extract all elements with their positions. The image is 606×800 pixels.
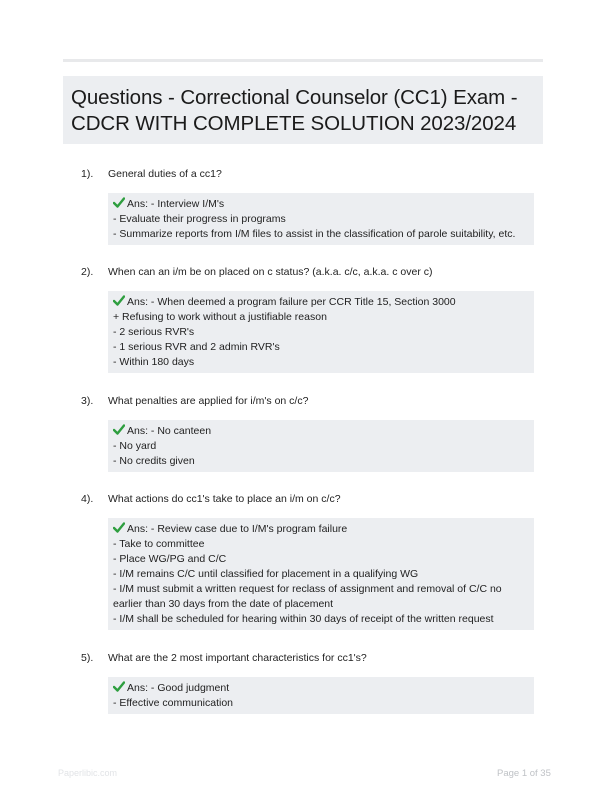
title-banner xyxy=(63,76,543,144)
answer-text: + Refusing to work without a justifiable reason xyxy=(113,311,327,323)
answer-line xyxy=(113,696,528,711)
answer-line xyxy=(113,597,528,612)
answer-line xyxy=(113,340,528,355)
answer-line xyxy=(113,197,528,212)
answer-line xyxy=(113,310,528,325)
answer-line xyxy=(113,522,528,537)
answer-text: - 1 serious RVR and 2 admin RVR's xyxy=(113,341,280,353)
answer-text: - Place WG/PG and C/C xyxy=(113,553,227,565)
answer-line xyxy=(113,325,528,340)
answer-text: - I/M remains C/C until classified for placement in a qualifying WG xyxy=(113,568,419,580)
answer-box xyxy=(108,518,534,630)
answer-box xyxy=(108,193,534,245)
answer-line xyxy=(113,567,528,582)
page-title: Questions - Correctional Counselor (CC1) Exam - CDCR WITH COMPLETE SOLUTION 2023/2024 xyxy=(71,86,518,135)
answer-line xyxy=(113,295,528,310)
answer-text: Ans: - When deemed a program failure per CCR Title 15, Section 3000 xyxy=(127,296,456,308)
check-icon xyxy=(113,295,125,306)
question-text: What actions do cc1's take to place an i/m on c/c? xyxy=(108,493,341,505)
answer-text: - Evaluate their progress in programs xyxy=(113,213,286,225)
answer-line xyxy=(113,582,528,597)
question-number: 2). xyxy=(81,266,94,278)
question-number: 3). xyxy=(81,395,94,407)
answer-line xyxy=(113,681,528,696)
answer-text: Ans: - No canteen xyxy=(127,425,212,437)
answer-line xyxy=(113,454,528,469)
answer-line xyxy=(113,439,528,454)
question-number: 4). xyxy=(81,493,94,505)
check-icon xyxy=(113,197,125,208)
answer-text: - Summarize reports from I/M files to assist in the classification of parole suitability, etc. xyxy=(113,228,516,240)
question-text: General duties of a cc1? xyxy=(108,168,222,180)
check-icon xyxy=(113,424,125,435)
answer-text: - No yard xyxy=(113,440,157,452)
answer-line xyxy=(113,612,528,627)
answer-box xyxy=(108,677,534,714)
top-divider xyxy=(63,59,543,62)
check-icon xyxy=(113,681,125,692)
answer-line xyxy=(113,227,528,242)
question-number: 5). xyxy=(81,652,94,664)
answer-text: Ans: - Good judgment xyxy=(127,682,230,694)
answer-text: earlier than 30 days from the date of placement xyxy=(113,598,334,610)
question-text: What are the 2 most important characteristics for cc1's? xyxy=(108,652,367,664)
answer-line xyxy=(113,355,528,370)
answer-line xyxy=(113,424,528,439)
answer-text: - Take to committee xyxy=(113,538,205,550)
question-number: 1). xyxy=(81,168,94,180)
answer-text: - No credits given xyxy=(113,455,195,467)
answer-text: - 2 serious RVR's xyxy=(113,326,195,338)
answer-text: - Effective communication xyxy=(113,697,234,709)
answer-box xyxy=(108,291,534,373)
question-text: What penalties are applied for i/m's on c/c? xyxy=(108,395,309,407)
answer-line xyxy=(113,537,528,552)
answer-box xyxy=(108,420,534,472)
answer-text: - Within 180 days xyxy=(113,356,195,368)
answer-line xyxy=(113,552,528,567)
question-text: When can an i/m be on placed on c status? (a.k.a. c/c, a.k.a. c over c) xyxy=(108,266,433,278)
answer-text: Ans: - Review case due to I/M's program failure xyxy=(127,523,348,535)
answer-text: - I/M must submit a written request for reclass of assignment and removal of C/C no xyxy=(113,583,502,595)
answer-line xyxy=(113,212,528,227)
answer-text: - I/M shall be scheduled for hearing within 30 days of receipt of the written request xyxy=(113,613,494,625)
footer-watermark: Paperlibic.com xyxy=(58,768,118,778)
answer-text: Ans: - Interview I/M's xyxy=(127,198,225,210)
page-number: Page 1 of 35 xyxy=(497,768,551,779)
check-icon xyxy=(113,522,125,533)
